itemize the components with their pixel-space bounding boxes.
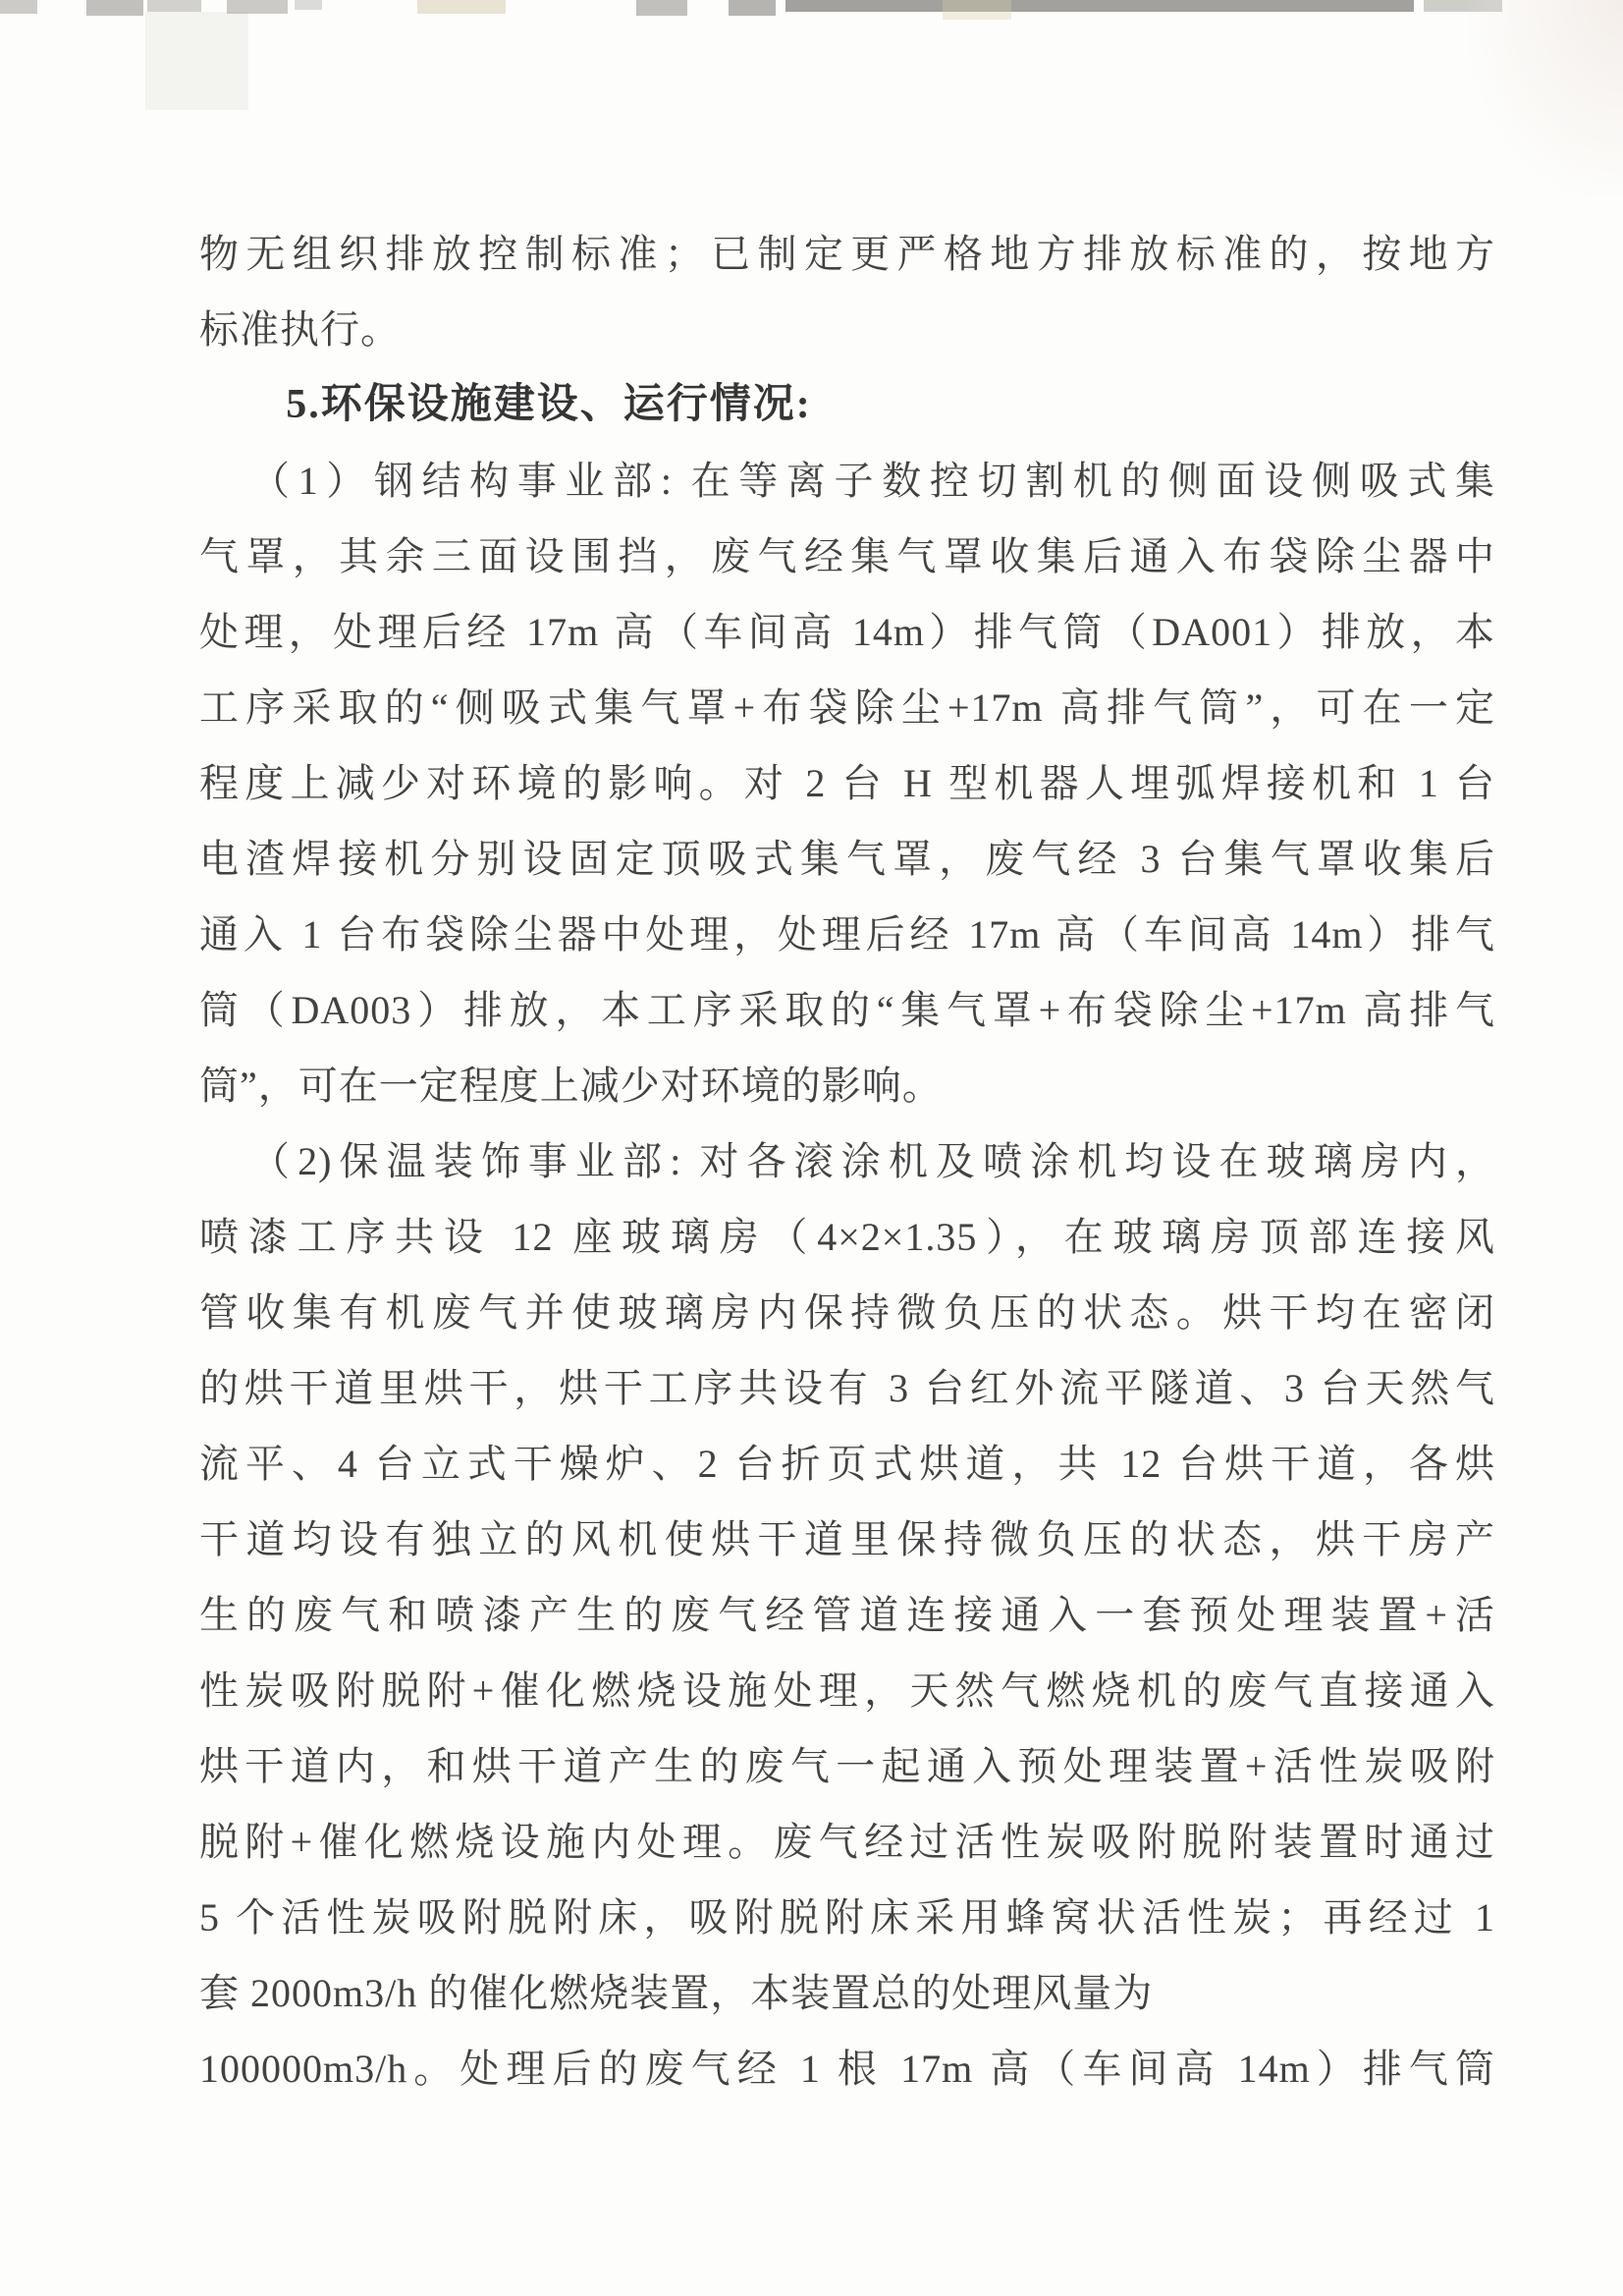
text-line: 100000m3/h。处理后的废气经 1 根 17m 高（车间高 14m）排气筒 (199, 2047, 1495, 2091)
scan-artifact (227, 0, 288, 14)
text-line: 流平、4 台立式干燥炉、2 台折页式烘道，共 12 台烘干道，各烘 (199, 1442, 1495, 1486)
text-line: （1）钢结构事业部: 在等离子数控切割机的侧面设侧吸式集 (250, 459, 1495, 503)
scan-artifact (636, 0, 687, 16)
text-line: 物无组织排放控制标准；已制定更严格地方排放标准的，按地方 (199, 232, 1495, 276)
text-line: 烘干道内，和烘干道产生的废气一起通入预处理装置+活性炭吸附 (199, 1744, 1495, 1788)
scan-artifact (1424, 0, 1502, 12)
text-line: 筒（DA003）排放，本工序采取的“集气罩+布袋除尘+17m 高排气 (199, 988, 1495, 1032)
text-line: 管收集有机废气并使玻璃房内保持微负压的状态。烘干均在密闭 (199, 1290, 1495, 1335)
text-line: 工序采取的“侧吸式集气罩+布袋除尘+17m 高排气筒”，可在一定 (199, 685, 1495, 730)
text-line: 通入 1 台布袋除尘器中处理，处理后经 17m 高（车间高 14m）排气 (199, 912, 1495, 957)
text-line: 5 个活性炭吸附脱附床，吸附脱附床采用蜂窝状活性炭；再经过 1 (199, 1895, 1495, 1940)
scan-artifact (147, 0, 201, 12)
text-line: 程度上减少对环境的影响。对 2 台 H 型机器人埋弧焊接机和 1 台 (199, 761, 1495, 805)
text-line: 生的废气和喷漆产生的废气经管道连接通入一套预处理装置+活 (199, 1593, 1495, 1637)
text-line: 的烘干道里烘干，烘干工序共设有 3 台红外流平隧道、3 台天然气 (199, 1366, 1495, 1410)
page-corner-shadow (1468, 0, 1623, 196)
text-line: 性炭吸附脱附+催化燃烧设施处理，天然气燃烧机的废气直接通入 (199, 1668, 1495, 1713)
scan-artifact (417, 0, 506, 14)
text-line: 干道均设有独立的风机使烘干道里保持微负压的状态，烘干房产 (199, 1517, 1495, 1561)
scan-artifact (0, 0, 37, 14)
text-line: 标准执行。 (199, 307, 401, 352)
scan-artifact (785, 0, 1414, 12)
scan-artifact (86, 0, 143, 16)
scan-artifact (145, 12, 248, 110)
text-line: 喷漆工序共设 12 座玻璃房（4×2×1.35），在玻璃房顶部连接风 (199, 1215, 1495, 1259)
scan-artifact (295, 0, 322, 10)
text-line: 电渣焊接机分别设固定顶吸式集气罩，废气经 3 台集气罩收集后 (199, 837, 1495, 881)
text-line: 处理，处理后经 17m 高（车间高 14m）排气筒（DA001）排放，本 (199, 610, 1495, 654)
text-line: 气罩，其余三面设围挡，废气经集气罩收集后通入布袋除尘器中 (199, 534, 1495, 578)
text-line: （2)保温装饰事业部: 对各滚涂机及喷涂机均设在玻璃房内， (250, 1139, 1495, 1183)
text-line: 套 2000m3/h 的催化燃烧装置，本装置总的处理风量为 (199, 1971, 1154, 2015)
section-heading: 5.环保设施建设、运行情况: (286, 382, 812, 427)
scan-artifact (943, 0, 1011, 20)
text-line: 脱附+催化燃烧设施内处理。废气经过活性炭吸附脱附装置时通过 (199, 1820, 1495, 1864)
scan-artifact (729, 0, 776, 16)
document-body (199, 216, 1495, 2106)
text-line: 筒”，可在一定程度上减少对环境的影响。 (199, 1064, 943, 1108)
